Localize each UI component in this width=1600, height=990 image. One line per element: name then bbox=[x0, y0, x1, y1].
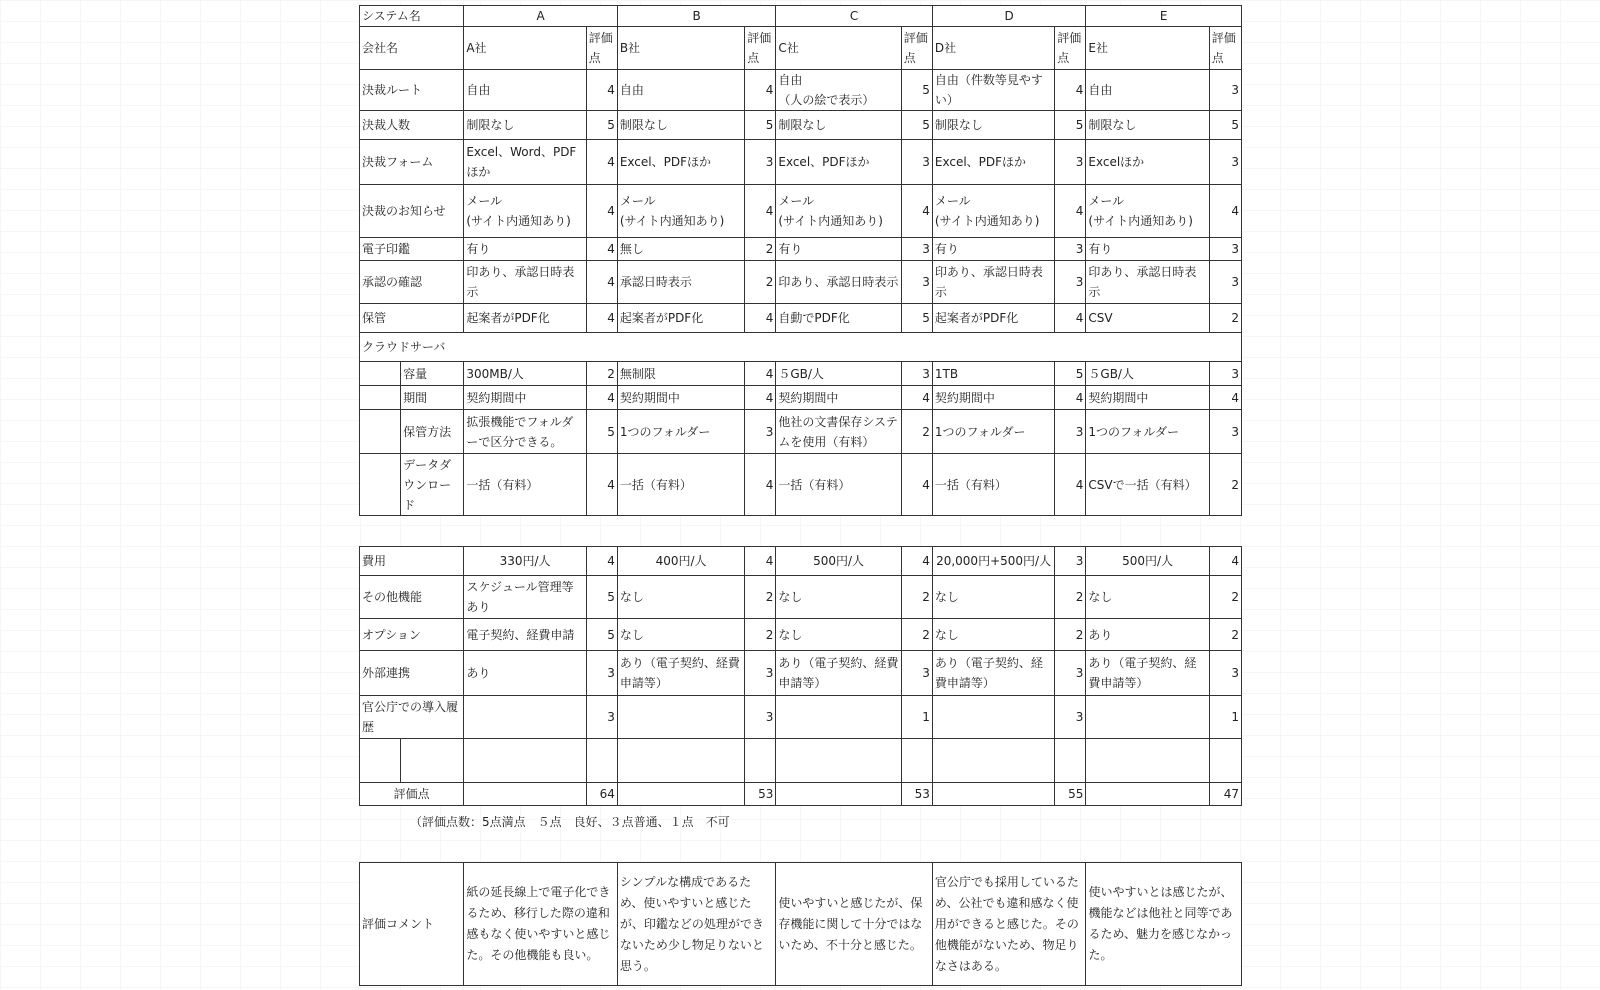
score-cell: 4 bbox=[586, 261, 617, 304]
score-cell: 4 bbox=[586, 454, 617, 516]
cloud-header-row bbox=[360, 333, 1242, 362]
cloud-label: 容量 bbox=[401, 362, 464, 386]
value-cell: 一括（有料） bbox=[617, 454, 744, 516]
criteria-row bbox=[360, 238, 1242, 261]
score-cell: 4 bbox=[745, 454, 776, 516]
system-B: B bbox=[617, 6, 776, 27]
score-cell: 3 bbox=[901, 651, 932, 696]
cloud-row bbox=[360, 386, 1242, 410]
score-cell: 2 bbox=[1209, 454, 1241, 516]
score-cell: 3 bbox=[1209, 410, 1241, 454]
score-cell: 3 bbox=[901, 140, 932, 185]
score-cell: 5 bbox=[586, 410, 617, 454]
score-cell: 3 bbox=[1055, 140, 1086, 185]
total-A: 64 bbox=[586, 783, 617, 806]
value-cell: 印あり、承認日時表示 bbox=[1086, 261, 1209, 304]
score-cell: 2 bbox=[1055, 576, 1086, 619]
value-cell: Excelほか bbox=[1086, 140, 1209, 185]
score-cell: 2 bbox=[1209, 304, 1241, 333]
score-cell: 4 bbox=[901, 386, 932, 410]
criteria-row bbox=[360, 111, 1242, 140]
score-cell: 3 bbox=[1209, 651, 1241, 696]
cloud-row bbox=[360, 362, 1242, 386]
value-cell: 起案者がPDF化 bbox=[464, 304, 586, 333]
indent-cell bbox=[360, 386, 401, 410]
value-cell: なし bbox=[776, 619, 901, 651]
criteria-label: 電子印鑑 bbox=[360, 238, 464, 261]
criteria-row bbox=[360, 304, 1242, 333]
value-cell: Excel、PDFほか bbox=[776, 140, 901, 185]
total-row bbox=[360, 783, 1242, 806]
value-cell bbox=[776, 696, 901, 739]
value-cell: 一括（有料） bbox=[932, 454, 1054, 516]
value-cell: 自由 bbox=[617, 70, 744, 111]
score-cell: 3 bbox=[1209, 238, 1241, 261]
value-cell: Excel、Word、PDFほか bbox=[464, 140, 586, 185]
criteria-row bbox=[360, 70, 1242, 111]
total-label: 評価点 bbox=[360, 783, 464, 806]
system-C: C bbox=[776, 6, 933, 27]
scoring-note: （評価点数：5点満点 ５点 良好、３点普通、１点 不可 bbox=[410, 815, 730, 829]
score-cell: 4 bbox=[586, 185, 617, 238]
score-cell: 4 bbox=[901, 185, 932, 238]
value-cell: メール (サイト内通知あり) bbox=[1086, 185, 1209, 238]
value-cell: 制限なし bbox=[776, 111, 901, 140]
value-cell: 制限なし bbox=[617, 111, 744, 140]
value-cell: 印あり、承認日時表示 bbox=[464, 261, 586, 304]
score-header-D: 評価点 bbox=[1055, 27, 1086, 70]
value-cell: 自由 bbox=[1086, 70, 1209, 111]
score-cell: 5 bbox=[1209, 111, 1241, 140]
score-cell: 5 bbox=[745, 111, 776, 140]
value-cell: 契約期間中 bbox=[932, 386, 1054, 410]
score-cell: 3 bbox=[1055, 261, 1086, 304]
value-cell: Excel、PDFほか bbox=[932, 140, 1054, 185]
score-cell: 4 bbox=[745, 362, 776, 386]
value-cell: 自由 bbox=[464, 70, 586, 111]
lower-row bbox=[360, 619, 1242, 651]
value-cell: 印あり、承認日時表示 bbox=[776, 261, 901, 304]
score-cell: 3 bbox=[1055, 410, 1086, 454]
score-cell: 3 bbox=[1055, 547, 1086, 576]
value-cell: 一括（有料） bbox=[776, 454, 901, 516]
evaluation-table-lower bbox=[359, 546, 1242, 806]
score-cell: 3 bbox=[1055, 238, 1086, 261]
company-E: E社 bbox=[1086, 27, 1209, 70]
value-cell: あり bbox=[1086, 619, 1209, 651]
value-cell: 自由（件数等見やすい） bbox=[932, 70, 1054, 111]
score-cell: 3 bbox=[745, 410, 776, 454]
score-cell: 4 bbox=[745, 185, 776, 238]
score-cell: 4 bbox=[901, 547, 932, 576]
value-cell: あり bbox=[464, 651, 586, 696]
lower-row bbox=[360, 696, 1242, 739]
company-C: C社 bbox=[776, 27, 901, 70]
comment-table bbox=[359, 862, 1242, 986]
score-cell: 5 bbox=[901, 304, 932, 333]
score-cell: 4 bbox=[586, 386, 617, 410]
value-cell: あり（電子契約、経費申請等） bbox=[932, 651, 1054, 696]
value-cell: ５GB/人 bbox=[1086, 362, 1209, 386]
score-cell: 4 bbox=[745, 386, 776, 410]
system-E: E bbox=[1086, 6, 1242, 27]
lower-label: オプション bbox=[360, 619, 464, 651]
value-cell bbox=[932, 696, 1054, 739]
score-cell: 4 bbox=[586, 140, 617, 185]
lower-label: 外部連携 bbox=[360, 651, 464, 696]
score-cell: 5 bbox=[586, 111, 617, 140]
score-cell: 2 bbox=[1209, 576, 1241, 619]
score-cell: 1 bbox=[901, 696, 932, 739]
score-cell: 3 bbox=[1055, 696, 1086, 739]
score-cell: 3 bbox=[1209, 261, 1241, 304]
lower-rows bbox=[360, 547, 1242, 739]
value-cell: あり（電子契約、経費申請等） bbox=[1086, 651, 1209, 696]
value-cell: 500円/人 bbox=[1086, 547, 1209, 576]
comment-B: シンプルな構成であるため、使いやすいと感じたが、印鑑などの処理ができないため少し物足りないと思う。 bbox=[617, 863, 776, 986]
value-cell: あり（電子契約、経費申請等） bbox=[776, 651, 901, 696]
value-cell: 電子契約、経費申請 bbox=[464, 619, 586, 651]
score-cell: 3 bbox=[745, 696, 776, 739]
score-cell: 2 bbox=[901, 619, 932, 651]
criteria-label: 保管 bbox=[360, 304, 464, 333]
score-cell: 3 bbox=[586, 696, 617, 739]
value-cell: 契約期間中 bbox=[464, 386, 586, 410]
value-cell: 有り bbox=[464, 238, 586, 261]
value-cell: 承認日時表示 bbox=[617, 261, 744, 304]
score-cell: 4 bbox=[586, 70, 617, 111]
score-cell: 2 bbox=[586, 362, 617, 386]
score-cell: 4 bbox=[1055, 70, 1086, 111]
score-cell: 2 bbox=[745, 619, 776, 651]
value-cell: 330円/人 bbox=[464, 547, 586, 576]
cloud-label: データダウンロード bbox=[401, 454, 464, 516]
value-cell: メール (サイト内通知あり) bbox=[932, 185, 1054, 238]
value-cell: 制限なし bbox=[1086, 111, 1209, 140]
value-cell: 契約期間中 bbox=[1086, 386, 1209, 410]
total-C: 53 bbox=[901, 783, 932, 806]
value-cell: CSV bbox=[1086, 304, 1209, 333]
company-B: B社 bbox=[617, 27, 744, 70]
criteria-row bbox=[360, 261, 1242, 304]
lower-label: 費用 bbox=[360, 547, 464, 576]
system-D: D bbox=[932, 6, 1086, 27]
company-name-label: 会社名 bbox=[360, 27, 464, 70]
score-header-E: 評価点 bbox=[1209, 27, 1241, 70]
score-cell: 5 bbox=[586, 619, 617, 651]
company-D: D社 bbox=[932, 27, 1054, 70]
cloud-row bbox=[360, 410, 1242, 454]
score-cell: 3 bbox=[1209, 70, 1241, 111]
value-cell: なし bbox=[776, 576, 901, 619]
score-cell: 4 bbox=[1209, 185, 1241, 238]
criteria-rows bbox=[360, 70, 1242, 333]
criteria-row bbox=[360, 140, 1242, 185]
score-cell: 4 bbox=[1055, 304, 1086, 333]
value-cell: 無制限 bbox=[617, 362, 744, 386]
score-cell: 5 bbox=[586, 576, 617, 619]
score-cell: 4 bbox=[586, 547, 617, 576]
indent-cell bbox=[360, 410, 401, 454]
cloud-label: 期間 bbox=[401, 386, 464, 410]
value-cell: 起案者がPDF化 bbox=[617, 304, 744, 333]
criteria-label: 決裁フォーム bbox=[360, 140, 464, 185]
score-cell: 5 bbox=[901, 111, 932, 140]
score-cell: 3 bbox=[745, 651, 776, 696]
value-cell: メール (サイト内通知あり) bbox=[776, 185, 901, 238]
comment-E: 使いやすいとは感じたが、機能などは他社と同等であるため、魅力を感じなかった。 bbox=[1086, 863, 1242, 986]
score-header-A: 評価点 bbox=[586, 27, 617, 70]
score-cell: 2 bbox=[1055, 619, 1086, 651]
value-cell: 一括（有料） bbox=[464, 454, 586, 516]
cloud-row bbox=[360, 454, 1242, 516]
value-cell: 有り bbox=[1086, 238, 1209, 261]
value-cell: なし bbox=[1086, 576, 1209, 619]
score-cell: 4 bbox=[1055, 185, 1086, 238]
score-cell: 2 bbox=[745, 238, 776, 261]
score-cell: 3 bbox=[901, 261, 932, 304]
total-B: 53 bbox=[745, 783, 776, 806]
score-cell: 4 bbox=[1209, 386, 1241, 410]
score-header-B: 評価点 bbox=[745, 27, 776, 70]
score-cell: 4 bbox=[745, 547, 776, 576]
value-cell: 1つのフォルダー bbox=[617, 410, 744, 454]
value-cell: 自由 （人の絵で表示） bbox=[776, 70, 901, 111]
value-cell: 400円/人 bbox=[617, 547, 744, 576]
score-cell: 4 bbox=[745, 70, 776, 111]
indent-cell bbox=[360, 362, 401, 386]
value-cell: ５GB/人 bbox=[776, 362, 901, 386]
score-cell: 4 bbox=[1055, 386, 1086, 410]
score-cell: 2 bbox=[901, 410, 932, 454]
value-cell bbox=[464, 696, 586, 739]
evaluation-table-upper bbox=[359, 5, 1242, 516]
value-cell: 300MB/人 bbox=[464, 362, 586, 386]
lower-label: 官公庁での導入履歴 bbox=[360, 696, 464, 739]
company-A: A社 bbox=[464, 27, 586, 70]
system-name-row bbox=[360, 6, 1242, 27]
score-cell: 5 bbox=[1055, 362, 1086, 386]
value-cell: 制限なし bbox=[932, 111, 1054, 140]
score-cell: 5 bbox=[901, 70, 932, 111]
value-cell: 1つのフォルダー bbox=[1086, 410, 1209, 454]
score-cell: 1 bbox=[1209, 696, 1241, 739]
criteria-label: 決裁ルート bbox=[360, 70, 464, 111]
cloud-label: 保管方法 bbox=[401, 410, 464, 454]
value-cell: 無し bbox=[617, 238, 744, 261]
score-cell: 3 bbox=[901, 362, 932, 386]
score-cell: 5 bbox=[1055, 111, 1086, 140]
comment-D: 官公庁でも採用しているため、公社でも違和感なく使用ができると感じた。その他機能がないため、物足りなさはある。 bbox=[932, 863, 1086, 986]
score-cell: 3 bbox=[586, 651, 617, 696]
score-cell: 4 bbox=[1209, 547, 1241, 576]
lower-label: その他機能 bbox=[360, 576, 464, 619]
value-cell: 起案者がPDF化 bbox=[932, 304, 1054, 333]
cloud-server-label: クラウドサーバ bbox=[360, 333, 1242, 362]
comment-label: 評価コメント bbox=[360, 863, 464, 986]
score-header-C: 評価点 bbox=[901, 27, 932, 70]
score-cell: 3 bbox=[1209, 362, 1241, 386]
value-cell bbox=[617, 696, 744, 739]
value-cell: 20,000円+500円/人 bbox=[932, 547, 1054, 576]
value-cell: なし bbox=[932, 619, 1054, 651]
value-cell: なし bbox=[617, 619, 744, 651]
value-cell: CSVで一括（有料） bbox=[1086, 454, 1209, 516]
score-cell: 2 bbox=[745, 576, 776, 619]
value-cell: 有り bbox=[932, 238, 1054, 261]
value-cell: 500円/人 bbox=[776, 547, 901, 576]
value-cell: 有り bbox=[776, 238, 901, 261]
system-name-label: システム名 bbox=[360, 6, 464, 27]
value-cell: 他社の文書保存システムを使用（有料） bbox=[776, 410, 901, 454]
score-cell: 4 bbox=[745, 304, 776, 333]
value-cell: 契約期間中 bbox=[617, 386, 744, 410]
value-cell: 拡張機能でフォルダーで区分できる。 bbox=[464, 410, 586, 454]
comment-A: 紙の延長線上で電子化できるため、移行した際の違和感もなく使いやすいと感じた。その他機能も良い。 bbox=[464, 863, 618, 986]
comment-row bbox=[360, 863, 1242, 986]
value-cell: メール (サイト内通知あり) bbox=[464, 185, 586, 238]
score-cell: 2 bbox=[745, 261, 776, 304]
value-cell bbox=[1086, 696, 1209, 739]
blank-row bbox=[360, 739, 1242, 783]
value-cell: メール (サイト内通知あり) bbox=[617, 185, 744, 238]
lower-row bbox=[360, 651, 1242, 696]
value-cell: 自動でPDF化 bbox=[776, 304, 901, 333]
value-cell: Excel、PDFほか bbox=[617, 140, 744, 185]
value-cell: 1つのフォルダー bbox=[932, 410, 1054, 454]
value-cell: 契約期間中 bbox=[776, 386, 901, 410]
value-cell: 制限なし bbox=[464, 111, 586, 140]
score-cell: 4 bbox=[586, 238, 617, 261]
company-name-row bbox=[360, 27, 1242, 70]
lower-row bbox=[360, 576, 1242, 619]
score-cell: 2 bbox=[1209, 619, 1241, 651]
criteria-row bbox=[360, 185, 1242, 238]
lower-row bbox=[360, 547, 1242, 576]
score-cell: 3 bbox=[1209, 140, 1241, 185]
value-cell: なし bbox=[617, 576, 744, 619]
comment-C: 使いやすいと感じたが、保存機能に関して十分ではないため、不十分と感じた。 bbox=[776, 863, 933, 986]
indent-cell bbox=[360, 454, 401, 516]
score-cell: 4 bbox=[586, 304, 617, 333]
criteria-label: 決裁人数 bbox=[360, 111, 464, 140]
value-cell: 1TB bbox=[932, 362, 1054, 386]
score-cell: 3 bbox=[745, 140, 776, 185]
value-cell: スケジュール管理等あり bbox=[464, 576, 586, 619]
criteria-label: 承認の確認 bbox=[360, 261, 464, 304]
total-E: 47 bbox=[1209, 783, 1241, 806]
value-cell: なし bbox=[932, 576, 1054, 619]
cloud-rows bbox=[360, 362, 1242, 516]
total-D: 55 bbox=[1055, 783, 1086, 806]
criteria-label: 決裁のお知らせ bbox=[360, 185, 464, 238]
score-cell: 2 bbox=[901, 576, 932, 619]
score-cell: 3 bbox=[1055, 651, 1086, 696]
score-cell: 3 bbox=[901, 238, 932, 261]
value-cell: あり（電子契約、経費申請等） bbox=[617, 651, 744, 696]
score-cell: 4 bbox=[901, 454, 932, 516]
score-cell: 4 bbox=[1055, 454, 1086, 516]
value-cell: 印あり、承認日時表示 bbox=[932, 261, 1054, 304]
system-A: A bbox=[464, 6, 618, 27]
